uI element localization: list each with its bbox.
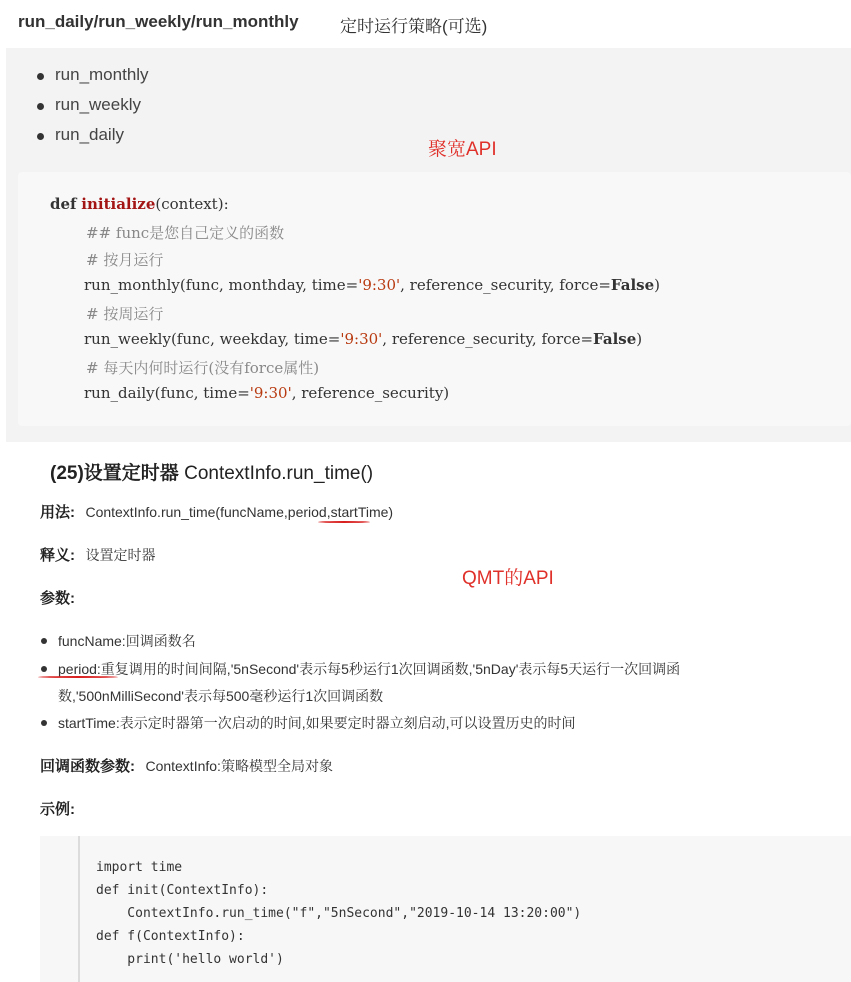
usage-label: 用法:	[40, 504, 75, 521]
list-item: run_weekly	[42, 95, 141, 115]
list-item: run_monthly	[42, 65, 149, 85]
annotation-label: QMT的API	[462, 568, 554, 589]
code-comment: ## func是您自己定义的函数	[86, 224, 285, 242]
code-comment: # 按月运行	[86, 251, 164, 269]
red-underline-mark	[318, 521, 370, 523]
code-line: def initialize(context):	[50, 195, 229, 213]
usage-row	[40, 501, 393, 522]
meaning-text: 设置定时器	[85, 547, 156, 563]
code-line: run_daily(func, time='9:30', reference_security)	[84, 384, 450, 402]
section-heading: run_daily/run_weekly/run_monthly	[18, 12, 299, 31]
code-line: def init(ContextInfo):	[96, 883, 269, 898]
section-subheading: 定时运行策略(可选)	[340, 17, 488, 36]
callback-text: ContextInfo:策略模型全局对象	[145, 758, 333, 774]
code-line: print('hello world')	[96, 952, 284, 967]
code-comment: # 按周运行	[86, 305, 164, 323]
code-line: import time	[96, 860, 183, 875]
code-line: run_monthly(func, monthday, time='9:30', reference_security, force=False)	[84, 276, 660, 294]
page-title: (25)设置定时器 ContextInfo.run_time()	[50, 463, 374, 484]
code-line: def f(ContextInfo):	[96, 929, 245, 944]
meaning-row	[40, 544, 155, 565]
callback-row	[40, 755, 333, 776]
annotation-label: 聚宽API	[428, 139, 497, 160]
param-item-continuation: 数,'500nMilliSecond'表示每500毫秒运行1次回调函数	[58, 688, 384, 704]
code-gutter-line	[78, 836, 80, 982]
example-label: 示例:	[40, 801, 75, 818]
param-item: funcName:回调函数名	[58, 633, 196, 649]
code-line: run_weekly(func, weekday, time='9:30', reference_security, force=False)	[84, 330, 643, 348]
meaning-label: 释义:	[40, 547, 75, 564]
param-item: period:重复调用的时间间隔,'5nSecond'表示每5秒运行1次回调函数,'5nDay'表示每5天运行一次回调函	[58, 661, 681, 677]
callback-label: 回调函数参数:	[40, 758, 135, 775]
param-item: startTime:表示定时器第一次启动的时间,如果要定时器立刻启动,可以设置历史的时间	[58, 715, 576, 731]
list-item: run_daily	[42, 125, 124, 145]
usage-text: ContextInfo.run_time(funcName,period,startTime)	[85, 504, 394, 520]
red-underline-mark	[38, 676, 118, 678]
code-comment: # 每天内何时运行(没有force属性)	[86, 359, 320, 377]
code-line: ContextInfo.run_time("f","5nSecond","2019-10-14 13:20:00")	[96, 906, 582, 921]
params-label: 参数:	[40, 590, 75, 607]
